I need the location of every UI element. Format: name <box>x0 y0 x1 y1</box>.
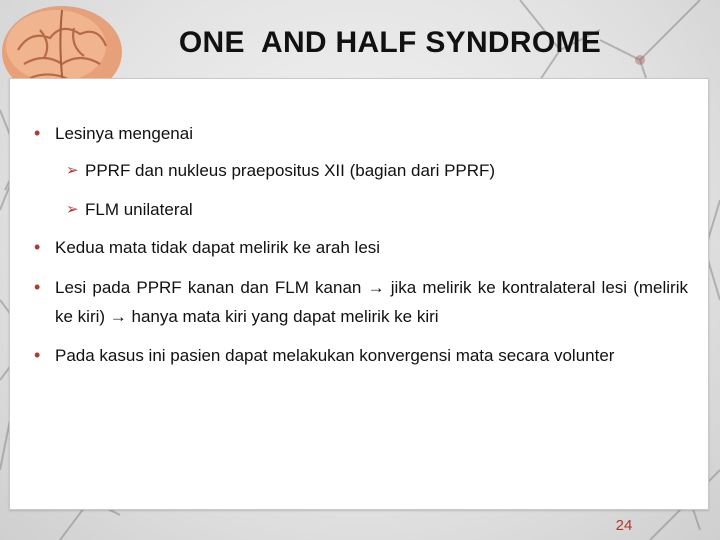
bullet-item <box>34 119 688 148</box>
bullet-text: Lesi pada PPRF kanan dan FLM kanan → jika melirik ke kontralateral lesi (melirik ke kiri) → hanya mata kiri yang dapat melirik ke kiri <box>55 278 688 326</box>
content-box <box>9 78 709 510</box>
bullet-dot-icon: • <box>34 123 41 143</box>
sub-bullet-text: FLM unilateral <box>85 200 193 219</box>
slide-title: ONE AND HALF SYNDROME <box>178 26 602 59</box>
right-arrow-icon: → <box>367 278 385 297</box>
bullet-text: Pada kasus ini pasien dapat melakukan konvergensi mata secara volunter <box>55 346 615 365</box>
bullet-text: Lesinya mengenai <box>55 124 193 143</box>
right-arrow-icon: → <box>109 307 127 326</box>
bullet-item <box>34 233 688 262</box>
page-number: 24 <box>615 517 633 534</box>
bullet-dot-icon: • <box>34 237 41 257</box>
arrowhead-bullet-icon: ➢ <box>66 162 79 179</box>
bullet-dot-icon: • <box>34 277 41 297</box>
arrowhead-bullet-icon: ➢ <box>66 201 79 218</box>
bullet-item <box>34 273 688 331</box>
bullet-item <box>34 341 688 370</box>
sub-bullet-item <box>64 156 684 185</box>
bullet-dot-icon: • <box>34 345 41 365</box>
bullet-text: Kedua mata tidak dapat melirik ke arah lesi <box>55 238 381 257</box>
sub-bullet-item <box>64 195 684 224</box>
sub-bullet-text: PPRF dan nukleus praepositus XII (bagian dari PPRF) <box>85 161 496 180</box>
